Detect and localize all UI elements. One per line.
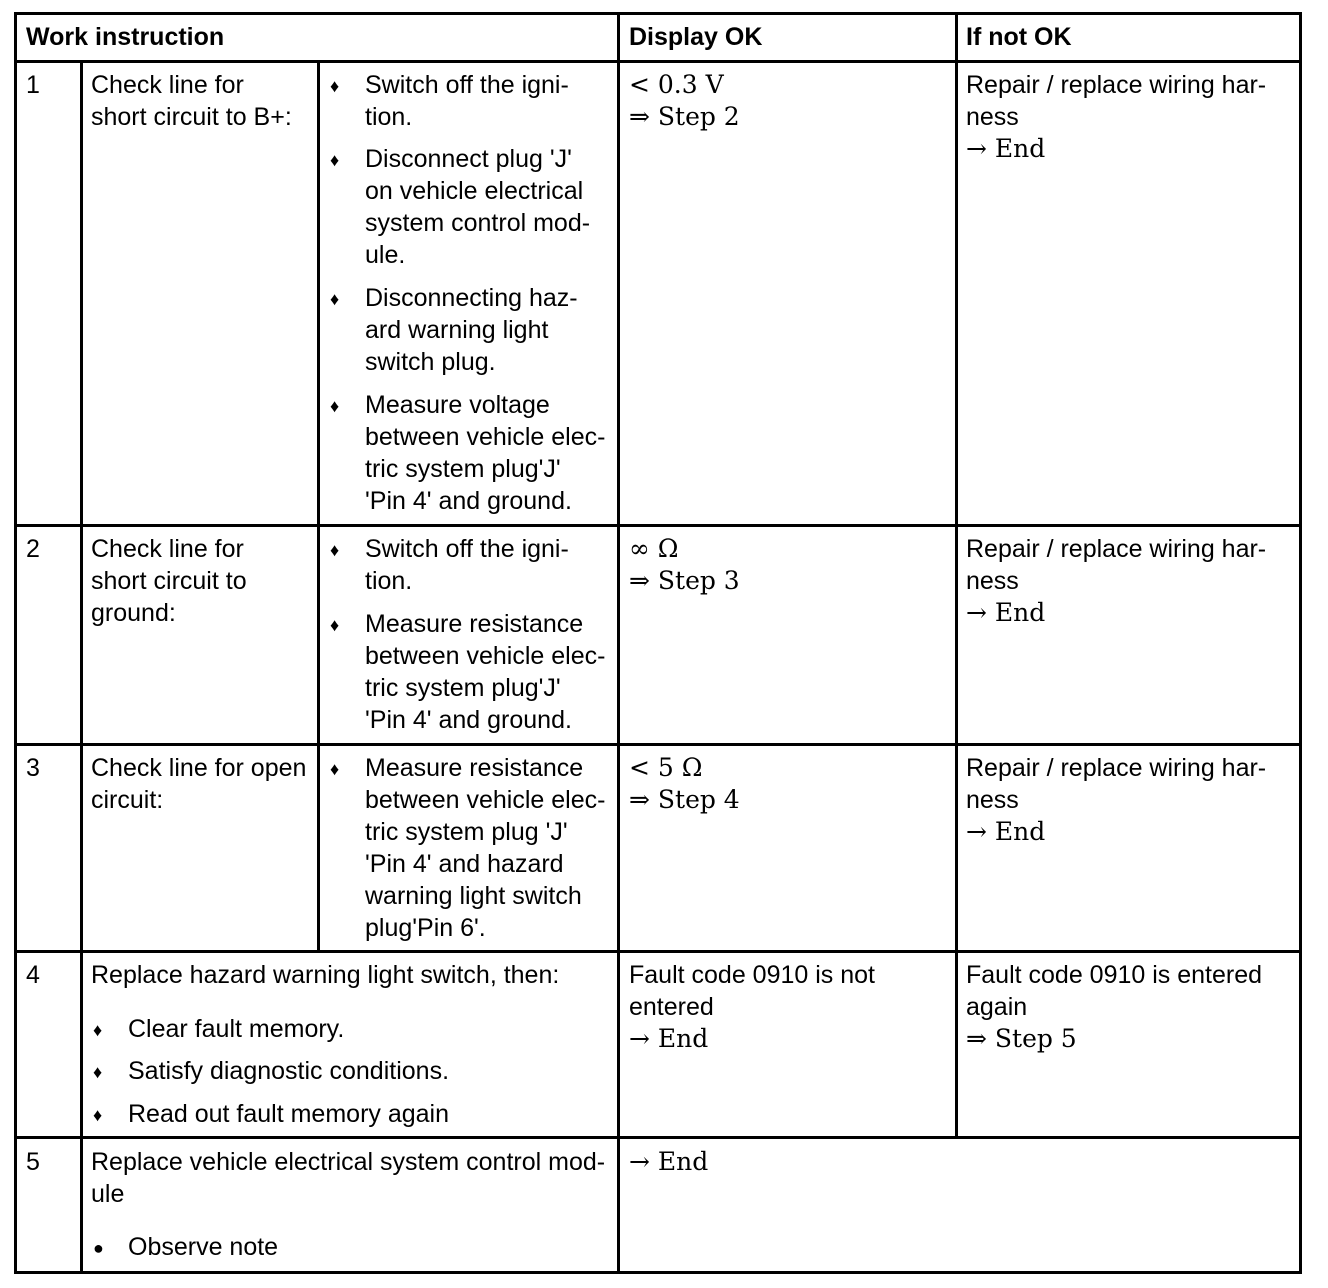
row3-notok-line: Repair / replace wiring har- [966,754,1267,782]
row2-num-cell [14,524,83,746]
row1-step2-line: Disconnect plug 'J' [365,145,572,173]
row1-notok-line: ness [966,103,1019,131]
row3-notok-line: → End [966,817,1046,846]
bullet-icon: ♦ [330,396,340,416]
row1-check-line: Check line for [91,71,244,99]
row2-step2-line: between vehicle elec- [365,642,606,670]
row2-ok-line: ⇒ Step 3 [629,566,740,595]
row1-step1-line: Switch off the igni- [365,71,569,99]
bullet-icon: ♦ [93,1062,103,1082]
row2-check-line: ground: [91,599,176,627]
row4-notok-line: Fault code 0910 is entered [966,961,1263,989]
row2-number: 2 [26,535,40,563]
row1-num-cell [14,60,83,527]
row1-ok-line: < 0.3 V [629,70,724,99]
row2-step1-line: Switch off the igni- [365,535,569,563]
row3-number: 3 [26,754,40,782]
row2-ok-line: ∞ Ω [629,534,679,563]
row4-step-line: Read out fault memory again [128,1100,450,1128]
row2-notok-line: ness [966,567,1019,595]
row3-step1-line: warning light switch [365,882,582,910]
row3-step1-line: between vehicle elec- [365,786,606,814]
row1-step2-line: on vehicle electrical [365,177,584,205]
row1-step4-line: Measure voltage [365,391,550,419]
row5-step-line: Observe note [128,1233,279,1261]
row3-check-line: Check line for open [91,754,307,782]
diagnostic-table [14,12,1302,1274]
row5-instruction-line: Replace vehicle electrical system control mod- [91,1148,606,1176]
row3-step1-line: plug'Pin 6'. [365,914,486,942]
row2-step2-line: Measure resistance [365,610,584,638]
bullet-icon: ♦ [330,76,340,96]
row1-step2-line: system control mod- [365,209,591,237]
bullet-icon: ♦ [330,615,340,635]
row1-notok-line: → End [966,134,1046,163]
dot-bullet-icon: ● [93,1238,104,1258]
row4-instruction: Replace hazard warning light switch, then: [91,961,560,989]
row5-ok-line: → End [629,1147,709,1176]
bullet-icon: ♦ [330,289,340,309]
row2-notok-line: → End [966,598,1046,627]
row3-ok-line: ⇒ Step 4 [629,785,740,814]
bullet-icon: ♦ [330,540,340,560]
row1-notok-line: Repair / replace wiring har- [966,71,1267,99]
row1-step3-line: ard warning light [365,316,549,344]
row1-step3-line: Disconnecting haz- [365,284,578,312]
row4-step-line: Satisfy diagnostic conditions. [128,1057,450,1085]
row3-step1-line: Measure resistance [365,754,584,782]
row1-step1-line: tion. [365,103,413,131]
row2-check-line: short circuit to [91,567,247,595]
row1-step3-line: switch plug. [365,348,496,376]
row3-step1-line: tric system plug 'J' [365,818,568,846]
row1-check-line: short circuit to B+: [91,103,292,131]
row2-step1-line: tion. [365,567,413,595]
row1-step2-line: ule. [365,241,406,269]
header-notok-label: If not OK [966,23,1072,51]
row4-number: 4 [26,961,40,989]
row3-step1-line: 'Pin 4' and hazard [365,850,564,878]
row4-ok-line: → End [629,1024,709,1053]
row2-check-line: Check line for [91,535,244,563]
bullet-icon: ♦ [330,150,340,170]
row3-notok-line: ness [966,786,1019,814]
bullet-icon: ♦ [93,1105,103,1125]
row4-notok-line: again [966,993,1028,1021]
row2-step2-line: tric system plug'J' [365,674,561,702]
bullet-icon: ♦ [330,759,340,779]
row4-ok-line: entered [629,993,714,1021]
row4-notok-line: ⇒ Step 5 [966,1024,1077,1053]
row1-number: 1 [26,71,40,99]
header-work-label: Work instruction [26,23,225,51]
row1-step4-line: between vehicle elec- [365,423,606,451]
row2-notok-line: Repair / replace wiring har- [966,535,1267,563]
row4-step-line: Clear fault memory. [128,1015,345,1043]
row5-num-cell [14,1136,83,1274]
row1-ok-line: ⇒ Step 2 [629,102,740,131]
row3-check-line: circuit: [91,786,164,814]
row3-num-cell [14,743,83,953]
row5-number: 5 [26,1148,40,1176]
row1-step4-line: tric system plug'J' [365,455,561,483]
row5-instruction-line: ule [91,1180,125,1208]
row1-step4-line: 'Pin 4' and ground. [365,487,572,515]
row2-step2-line: 'Pin 4' and ground. [365,706,572,734]
row4-num-cell [14,950,83,1139]
row3-ok-line: < 5 Ω [629,753,703,782]
header-ok-label: Display OK [629,23,763,51]
row5-ok-cell [617,1136,1302,1274]
row4-ok-line: Fault code 0910 is not [629,961,875,989]
bullet-icon: ♦ [93,1020,103,1040]
